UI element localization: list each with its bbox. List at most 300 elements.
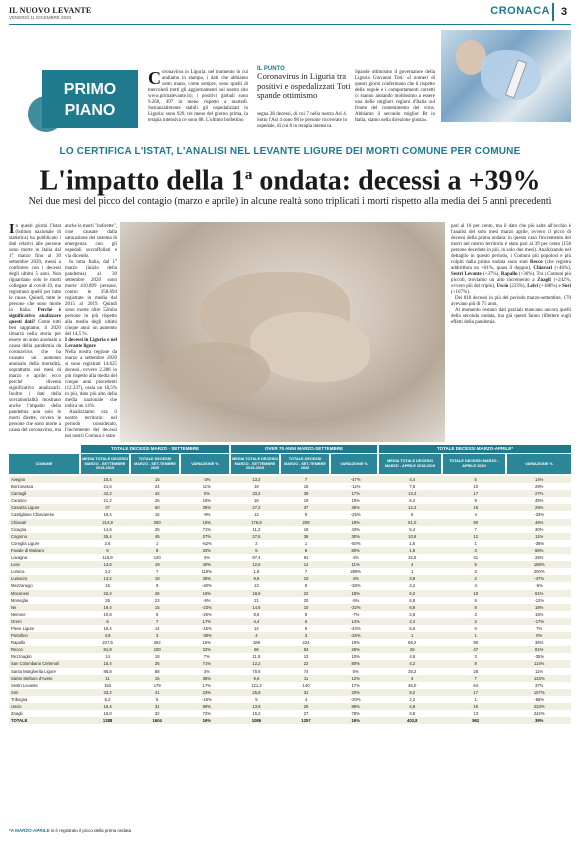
article-col2b-text: In tutta Italia, dal 1° marzo (inizio della pandemia) al 30 settembre 2020 sono morte 410.899 persone, contro le 358.694 registrate in media dal 2015 al 2019. Quindi sono morte oltre 52mila persone in più rispetto alla media degli ultimi cinque anni: un aumento del 14,5 %. [65,260,117,337]
table-cell-value: 26 [132,590,182,597]
table-cell-value: 1,8 [380,547,443,554]
subheadline: Nei due mesi del picco del contagio (marzo e aprile) in alcune realtà sono triplicati i morti rispetto alla media dei 5 anni precedenti [28,196,552,207]
table-cell-value: 78% [331,710,381,717]
table-cell-value: 2,6 [83,540,133,547]
table-cell-value: -3% [182,476,232,483]
table-cell-value: 8 [281,611,331,618]
table-cell-value: 13,4 [380,490,443,497]
table-row [9,675,571,682]
article-col1 [9,224,61,434]
table-cell-value: 242% [507,710,571,717]
table-cell-value: 26 [132,660,182,667]
table-cell-value: 10,8 [380,533,443,540]
table-cell-value: 90 [444,639,507,646]
table-cell-value: 22 [281,590,331,597]
table-cell-value: 18 [232,483,282,490]
table-cell-value: 17% [331,490,381,497]
table-row [9,668,571,675]
table-cell-comune: Uscio [9,703,83,710]
table-cell-value: 140 [281,682,331,689]
table-cell-value: 91 [281,554,331,561]
table-cell-value: 21,6 [83,483,133,490]
table-cell-comune: Cicagna [9,526,83,533]
table-cell-value: 18% [331,519,381,526]
table-cell-value: 8,2 [380,689,443,696]
table-cell-value: 14 [281,561,331,568]
dateline: VENERDÌ 11 DICEMBRE 2020 [9,15,72,20]
table-row [9,561,571,568]
table-cell-value: 224 [281,639,331,646]
table-cell-value: 5 [444,561,507,568]
table-cell-value: 26 [281,703,331,710]
table-cell-value: 0% [507,632,571,639]
table-cell-value: 71% [182,660,232,667]
table-cell-value: 8 [281,625,331,632]
table-row [9,717,571,724]
table-row [9,611,571,618]
table-cell-value: 8,6 [232,611,282,618]
table-cell-value: 3 [444,568,507,575]
article-col3-bold5: Zoagli [537,278,551,283]
table-cell-value: 133% [507,675,571,682]
table-cell-value: 15 [132,653,182,660]
table-cell-value: 8 [132,611,182,618]
table-cell-value: 11,8 [232,653,282,660]
table-cell-comune: Casarza Ligure [9,504,83,511]
table-col-comune: COMUNE [9,454,79,474]
table-cell-value: 25 [132,526,182,533]
table-row [9,582,571,589]
table-row [9,483,571,490]
table-row [9,689,571,696]
table-row [9,504,571,511]
table-cell-value: 30% [507,526,571,533]
table-cell-value: 81% [507,646,571,653]
article-col3e-text: (+36%). Tra i Comuni più piccoli, troviamo un alto incremento a [451,272,572,283]
table-cell-value: 4% [331,554,381,561]
table-cell-value: -25% [331,511,381,518]
table-cell-value: 7% [182,653,232,660]
table-cell-value: 27% [182,533,232,540]
table-cell-value: 15,4 [83,660,133,667]
main-kicker: LO CERTIFICA L'ISTAT, L'ANALISI NEL LEVANTE LIGURE DEI MORTI COMUNE PER COMUNE [59,146,521,157]
table-cell-value: 1388 [83,717,133,724]
table-cell-value: 7% [507,625,571,632]
table-cell-value: -17% [507,618,571,625]
table-cell-value: 36% [182,675,232,682]
table-cell-comune: Neirone [9,611,83,618]
table-cell-value: 0% [182,490,232,497]
table-cell-value: 6 [83,547,133,554]
table-body-wrap [9,476,571,724]
table-cell-value: -12% [507,597,571,604]
table-cell-value: 11% [507,668,571,675]
table-cell-value: -38% [182,632,232,639]
table-cell-comune: Santa Margherita Ligure [9,668,83,675]
table-cell-value: 14,6 [83,526,133,533]
table-cell-value: 17 [444,490,507,497]
table-cell-value: 25 [132,497,182,504]
table-cell-value: 10 [281,604,331,611]
table-cell-value: 9,6 [232,675,282,682]
table-cell-value: 15 [132,476,182,483]
table-cell-value: 4,8 [83,632,133,639]
table-cell-value: 13 [281,653,331,660]
table-cell-value: -23% [182,604,232,611]
table-cell-value: 7 [132,618,182,625]
table-cell-value: 45% [507,497,571,504]
article-col3b-text: (che registra addirittura un +81%, quasi il doppio), [451,260,571,271]
table-cell-value: 3,8 [380,710,443,717]
table-cell-value: 4,6 [380,653,443,660]
article-col3-bold7: Leivi [527,284,539,289]
table-cell-value: 66 [232,646,282,653]
article-col3-bold2: Chiavari [533,266,553,271]
table-cell-value: 42 [132,490,182,497]
table-cell-value: 5 [281,618,331,625]
table-cell-value: 3,2 [83,568,133,575]
table-cell-value: 33,2 [83,689,133,696]
table-col-1: MEDIA TOTALE DECESSI MARZO - SETTEMBRE 2015-2019 [81,454,129,474]
table-cell-value: 23 [132,597,182,604]
table-cell-value: 100 [132,646,182,653]
table-cell-value: 45 [132,533,182,540]
table-cell-value: 16 [281,483,331,490]
table-row [9,710,571,717]
table-cell-value: 289% [331,568,381,575]
table-cell-value: 33,2 [232,490,282,497]
table-cell-value: 11% [182,483,232,490]
table-row [9,533,571,540]
table-cell-value: 24 [132,483,182,490]
table-cell-value: 14% [507,476,571,483]
table-cell-value: 47 [444,646,507,653]
table-col-6: VARIAZIONE % [331,454,377,474]
table-col-5: TOTALE DECESSI MARZO - SET-TEMBRE 2020 [281,454,329,474]
table-cell-value: 70,6 [232,668,282,675]
table-cell-value: 9 [444,497,507,504]
table-cell-value: 14,6 [232,604,282,611]
table-cell-value: 6,2 [83,696,133,703]
table-cell-value: 26 [380,646,443,653]
table-cell-value: 13,2 [232,476,282,483]
punto-title: Coronavirus in Liguria tra positivi e ospedalizzati Toti spande ottimismo [257,71,351,100]
table-cell-value: 16% [331,717,381,724]
punto-col2: Spande ottimismo il governatore della Liguria Giovanni Toti: «I numeri di questi giorni confermano che il rispetto delle regole e i comportamenti corretti ci stanno aiutando moltissimo a essere una delle migliori regioni d'Italia sul fronte del contenimento del virus. Abbiamo il secondo miglior Rt in Italia, siamo nella direzione giusta». [355,70,435,123]
table-cell-value: 16 [444,504,507,511]
footnote [9,828,131,833]
table-cell-value: 14 [132,625,182,632]
table-cell-value: 15% [507,611,571,618]
table-cell-value: 7 [281,568,331,575]
table-cell-value: 11 [281,675,331,682]
table-cell-value: 46% [507,519,571,526]
article-col3-bold4: Rapallo [500,272,518,277]
table-cell-comune: Camogli [9,490,83,497]
article-col2c-text: Nella nostra regione da marzo a settembre 2020 si sono registrati 14.625 decessi, ovvero 2.288 in più rispetto alla media del cinque anni precedenti (12.337), ossia un 18,5% in più, dato più alto della media nazionale che indica un 14%. [65,350,117,409]
table-cell-comune: San Colombano Certenoli [9,660,83,667]
table-cell-value: 15,2 [232,710,282,717]
table-cell-value: 14 [232,625,282,632]
table-cell-value: 188 [232,639,282,646]
table-row [9,490,571,497]
table-cell-value: 16,4 [83,703,133,710]
table-cell-value: 10 [281,575,331,582]
table-row [9,540,571,547]
table-cell-value: 39% [507,717,571,724]
table-cell-value: -47% [507,575,571,582]
table-cell-value: -33% [507,511,571,518]
table-cell-comune: Recco [9,646,83,653]
table-cell-value: 21 [232,597,282,604]
table-cell-value: -62% [182,540,232,547]
table-cell-comune: Sestri Levante [9,682,83,689]
table-cell-value: 25 [83,597,133,604]
table-cell-comune: TOTALE [9,717,83,724]
punto-col1: segna 28 decessi, di cui 7 nella nostra Asl 4. Sotto l'Asl 4 sono 98 le persone ricoverate in ospedale, di cui 8 in terapia intensiva. [257,112,347,129]
table-cell-value: 37 [281,504,331,511]
table-cell-value: 36 [281,533,331,540]
table-cell-value: 5 [232,547,282,554]
table-cell-value: 15 [132,511,182,518]
headline-post: ondata: decessi a +39% [252,165,541,197]
table-cell-value: 3 [444,547,507,554]
table-row [9,682,571,689]
table-cell-comune: Rezzoaglio [9,653,83,660]
table-cell-value: 27% [507,490,571,497]
table-cell-value: 85,8 [83,668,133,675]
table-row [9,519,571,526]
table-row [9,632,571,639]
table-cell-comune: Tribogna [9,696,83,703]
table-cell-value: 1604 [132,717,182,724]
table-cell-value: 4 [232,632,282,639]
table-cell-value: 233% [507,703,571,710]
table-cell-value: 11% [507,533,571,540]
table-cell-value: 42,2 [83,490,133,497]
table-cell-value: 16% [182,717,232,724]
table-row [9,696,571,703]
table-cell-value: 50 [132,504,182,511]
table-cell-value: 18% [507,604,571,611]
table-cell-value: 19% [331,497,381,504]
table-cell-value: 12,4 [380,504,443,511]
primo-piano-line1: PRIMO [63,81,117,98]
table-cell-value: 30% [331,533,381,540]
table-row [9,547,571,554]
table-cell-value: 8 [132,547,182,554]
table-cell-value: 66,2 [380,639,443,646]
table-cell-value: 2 [444,575,507,582]
table-cell-value: 1 [444,632,507,639]
table-cell-value: 11 [83,675,133,682]
table-cell-value: 19 [281,497,331,504]
table-cell-value: 3,8 [380,575,443,582]
table-cell-value: 12,6 [232,561,282,568]
table-cell-value: -9% [182,511,232,518]
table-cell-value: 16 [444,703,507,710]
table-cell-value: 9 [132,582,182,589]
table-cell-value: 16,8 [83,710,133,717]
table-cell-value: 2,6 [380,611,443,618]
table-col-2: TOTALE DECESSI MARZO - SET-TEMBRE 2020 [131,454,179,474]
table-cell-value: 8 [281,582,331,589]
table-cell-value: -5% [507,582,571,589]
table-cell-comune: Orero [9,618,83,625]
table-cell-value: 121,2 [232,682,282,689]
table-row [9,590,571,597]
table-cell-value: 16,4 [83,625,133,632]
table-cell-value: 14% [331,618,381,625]
table-cell-value: 17% [182,618,232,625]
table-cell-value: 5,6 [380,625,443,632]
table-cell-value: 2 [232,540,282,547]
table-cell-value: 250 [132,519,182,526]
table-cell-value: 10% [331,653,381,660]
table-cell-comune: Favale di Malvaro [9,547,83,554]
table-cell-value: 262 [132,639,182,646]
header-rule [9,24,571,25]
article-col3f-text: (+242%, ovvero più del triplo), [451,278,572,289]
table-cell-value: 4 [444,582,507,589]
table-row [9,604,571,611]
table-cell-value: 4% [331,575,381,582]
table-col-8: TOTALE DECESSI MARZO - APRILE 2020 [443,454,505,474]
table-cell-value: 12,2 [232,660,282,667]
table-cell-value: 27,6 [232,533,282,540]
section-name: CRONACA [490,5,550,17]
article-col3-bold6: Uscio [496,284,509,289]
table-cell-value: 88% [331,703,381,710]
table-cell-value: 61% [507,590,571,597]
table-cell-value: 19% [331,639,381,646]
table-cell-comune: Pieve Ligure [9,625,83,632]
table-cell-value: 227,6 [83,639,133,646]
table-group-3: TOTALE DECESSI MARZO-APRILE* [379,445,571,453]
table-cell-value: 7,8 [380,483,443,490]
table-cell-value: 19,4 [83,604,133,611]
table-cell-value: 87,4 [232,554,282,561]
table-cell-value: 80% [331,660,381,667]
table-cell-value: 6 [444,597,507,604]
article-col3c-text: (+46%), [554,266,572,271]
table-cell-comune: Sori [9,689,83,696]
table-cell-value: 43% [331,526,381,533]
table-cell-value: 562 [444,717,507,724]
article-col1-text: n questi giorni l'Istat (Istituto nazionale di statistica) ha pubblicato i dati relativi alle persone sono morte in Italia dal 1° marzo fino al 30 settembre 2020, messi a confronto con i decessi degli ultimi 5 anni. Non riguardano solo le morti collegate al covid-19, ma registrano quelli per tutte le cause. Quindi, tutte le persone che sono morte in Italia. [9,224,61,313]
table-cell-value: 115,8 [83,554,133,561]
intro-dropcap: C [148,68,161,88]
table-cell-value: 35,4 [83,533,133,540]
table-cell-value: 107% [507,689,571,696]
table-cell-comune: Santo Stefano d'Aveto [9,675,83,682]
table-cell-value: -47% [331,476,381,483]
table-cell-value: 83 [281,646,331,653]
table-cell-value: 6,2 [380,590,443,597]
table-cell-value: 15 [83,582,133,589]
table-cell-value: 15 [132,675,182,682]
article-col1b-text: Come tutti ben sappiamo, il 2020 rimarrà nella storia per essere un anno anomalo a causa della pandemia da coronavirus che ha causato un aumento anomalo della mortalità, soprattutto nei mesi di marzo e aprile: ecco perché diventa significativo analizzarli. Inoltre i dati della sovramortalità mostrano anche l'impatto della pandemia non solo le morti dirette, ovvero le persone che sono morte a causa del coronavirus, ma [9,320,62,433]
table-row [9,554,571,561]
table-cell-comune: Moconesi [9,590,83,597]
table-row [9,476,571,483]
table-cell-value: -26% [182,611,232,618]
table-cell-value: -38% [331,582,381,589]
table-cell-value: 8 [444,660,507,667]
lab-photo [441,30,571,122]
table-cell-value: 188% [507,561,571,568]
article-col3g-text: (233%), [509,284,526,289]
article-col3-bold3: Sestri Levante [451,272,482,277]
table-cell-value: 27,2 [232,504,282,511]
article-col3d-text: (+37%), [483,272,500,277]
table-cell-value: 35% [182,504,232,511]
table-col-3: VARIAZIONE % [181,454,229,474]
article-dropcap: I [9,222,15,237]
table-cell-value: 18,6 [232,590,282,597]
table-cell-value: 176,8 [232,519,282,526]
table-cell-value: 36% [182,575,232,582]
table-cell-value: 12 [232,511,282,518]
table-cell-value: -38% [507,540,571,547]
table-cell-comune: Chiavari [9,519,83,526]
table-cell-value: -15% [182,625,232,632]
table-cell-value: 26% [507,554,571,561]
table-cell-value: 60% [331,547,381,554]
table-cell-value: 32 [132,710,182,717]
table-cell-value: 3 [444,653,507,660]
table-cell-value: 4 [281,696,331,703]
table-cell-value: -55% [507,696,571,703]
table-row [9,646,571,653]
table-cell-value: 1 [132,540,182,547]
table-cell-comune: Borzonasca [9,483,83,490]
headline-pre: L'impatto della 1 [39,165,245,197]
hands-photo [120,222,445,442]
table-cell-value: 22 [281,660,331,667]
table-cell-value: 10 [444,483,507,490]
table-cell-value: 74 [281,668,331,675]
table-cell-value: 16% [182,590,232,597]
table-cell-value: 6,8 [380,604,443,611]
article-col3-bold8: Sori [562,284,572,289]
table-cell-value: 20 [281,597,331,604]
table-cell-value: 41 [444,554,507,561]
table-col-9: VARIAZIONE % [507,454,571,474]
table-header [9,445,571,475]
table-cell-value: 5,4 [380,526,443,533]
table-cell-value: 3 [444,611,507,618]
table-cell-value: 7 [132,568,182,575]
table-cell-value: 7 [281,476,331,483]
table-cell-value: 15% [182,639,232,646]
table-cell-value: 28% [507,483,571,490]
table-cell-value: 13 [444,710,507,717]
punto-kicker: IL PUNTO [257,66,285,72]
table-cell-value: 26% [331,646,381,653]
headline [9,160,571,196]
table-cell-value: 20% [331,689,381,696]
footnote-text: si è registrato il picco della prima ondata [49,828,132,833]
table-cell-comune: Lumarzo [9,575,83,582]
table-row [9,703,571,710]
table-cell-value: -25% [331,632,381,639]
article-col2 [65,224,117,440]
table-cell-comune: Ne [9,604,83,611]
table-cell-value: 17% [331,682,381,689]
table-cell-value: 1 [281,540,331,547]
table-cell-value: 13,8 [232,703,282,710]
